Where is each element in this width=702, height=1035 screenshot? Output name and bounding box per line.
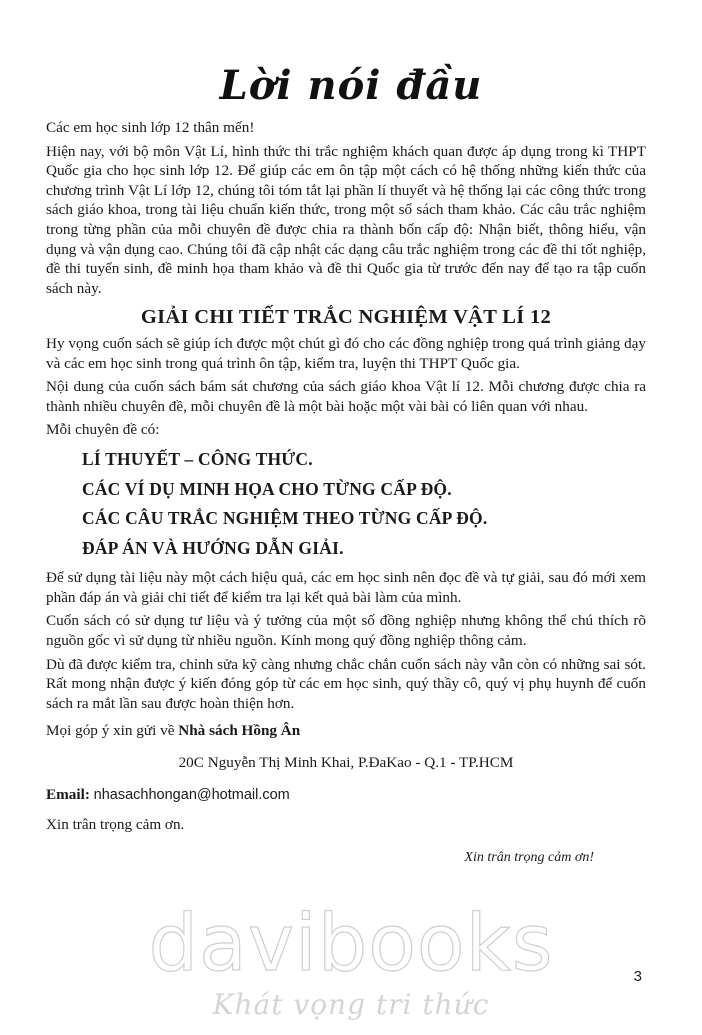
errors-paragraph: Dù đã được kiểm tra, chỉnh sửa kỹ càng nhưng chắc chắn cuốn sách này vẫn còn có những sai sót. Rất mong nhận được ý kiến đóng góp từ các em học sinh, quý thầy cô, quý vị phụ huynh để cuốn sách ra mắt lần sau được hoàn thiện hơn. xyxy=(46,655,646,712)
watermark-slogan: Khát vọng tri thức xyxy=(212,988,490,1021)
thanks-paragraph: Xin trân trọng cảm ơn. xyxy=(46,816,185,834)
contact-paragraph xyxy=(46,721,646,741)
page-number: 3 xyxy=(633,968,642,985)
toc-item-questions: CÁC CÂU TRẮC NGHIỆM THEO TỪNG CẤP ĐỘ. xyxy=(82,508,488,529)
toc-item-theory: LÍ THUYẾT – CÔNG THỨC. xyxy=(82,448,313,469)
content-paragraph: Nội dung của cuốn sách bám sát chương của sách giáo khoa Vật lí 12. Mỗi chương được chia ra thành nhiều chuyên đề, mỗi chuyên đề là một bài hoặc một vài bài có liên quan với nhau. xyxy=(46,378,646,415)
each-topic-paragraph: Mỗi chuyên đề có: xyxy=(46,421,160,439)
email-value: nhasachhongan@hotmail.com xyxy=(93,786,290,803)
greeting-paragraph: Các em học sinh lớp 12 thân mến! xyxy=(46,119,255,136)
contact-name: Nhà sách Hồng Ân xyxy=(178,722,301,740)
book-title-heading: GIẢI CHI TIẾT TRẮC NGHIỆM VẬT LÍ 12 xyxy=(140,306,552,329)
toc-item-answers: ĐÁP ÁN VÀ HƯỚNG DẪN GIẢI. xyxy=(82,537,344,558)
document-body xyxy=(46,118,646,839)
intro-paragraph: Hiện nay, với bộ môn Vật Lí, hình thức thi trắc nghiệm khách quan được áp dụng trong kì THPT Quốc gia cho học sinh lớp 12. Để giúp các em ôn tập một cách có hệ thống những kiến thức của chương trình Vật Lí lớp 12, chúng tôi tóm tắt lại phần lí thuyết và hệ thống lại các công thức trong sách giáo khoa, trong tài liệu chuẩn kiến thức, trong một số sách tham khảo. Các câu trắc nghiệm trong từng phần của mỗi chuyên đề được chia ra thành bốn cấp độ: Nhận biết, thông hiểu, vận dụng và vận dụng cao. Chúng tôi đã cập nhật các dạng câu trắc nghiệm trong các đề thi tốt nghiệp, đề thi tuyển sinh, đề minh họa tham khảo và đề thi Quốc gia từ trước đến nay để tạo ra tập cuốn sách này. xyxy=(46,142,646,297)
watermark-brand: davibooks xyxy=(148,899,554,989)
sources-paragraph: Cuốn sách có sử dụng tư liệu và ý tưởng của một số đồng nghiệp nhưng không thể chú thích rõ nguồn gốc vì sử dụng từ nhiều nguồn. Kính mong quý đồng nghiệp thông cảm. xyxy=(46,612,646,650)
page-title: Lời nói đầu xyxy=(219,62,483,109)
usage-paragraph: Để sử dụng tài liệu này một cách hiệu quả, các em học sinh nên đọc đề và tự giải, sau đó mới xem phần đáp án và giải chi tiết để kiểm tra lại kết quả bài làm của mình. xyxy=(46,569,646,606)
contact-prefix: Mọi góp ý xin gửi về xyxy=(46,722,179,740)
email-line xyxy=(46,785,646,806)
hope-paragraph: Hy vọng cuốn sách sẽ giúp ích được một chút gì đó cho các đồng nghiệp trong quá trình giảng dạy và các em học sinh trong quá trình ôn tập, kiểm tra, luyện thi THPT Quốc gia. xyxy=(46,334,646,372)
closing-signature: Xin trân trọng cảm ơn! xyxy=(464,850,594,865)
email-label: Email: xyxy=(46,785,90,803)
address-line: 20C Nguyễn Thị Minh Khai, P.ĐaKao - Q.1 - TP.HCM xyxy=(178,754,514,772)
toc-item-examples: CÁC VÍ DỤ MINH HỌA CHO TỪNG CẤP ĐỘ. xyxy=(82,478,452,499)
